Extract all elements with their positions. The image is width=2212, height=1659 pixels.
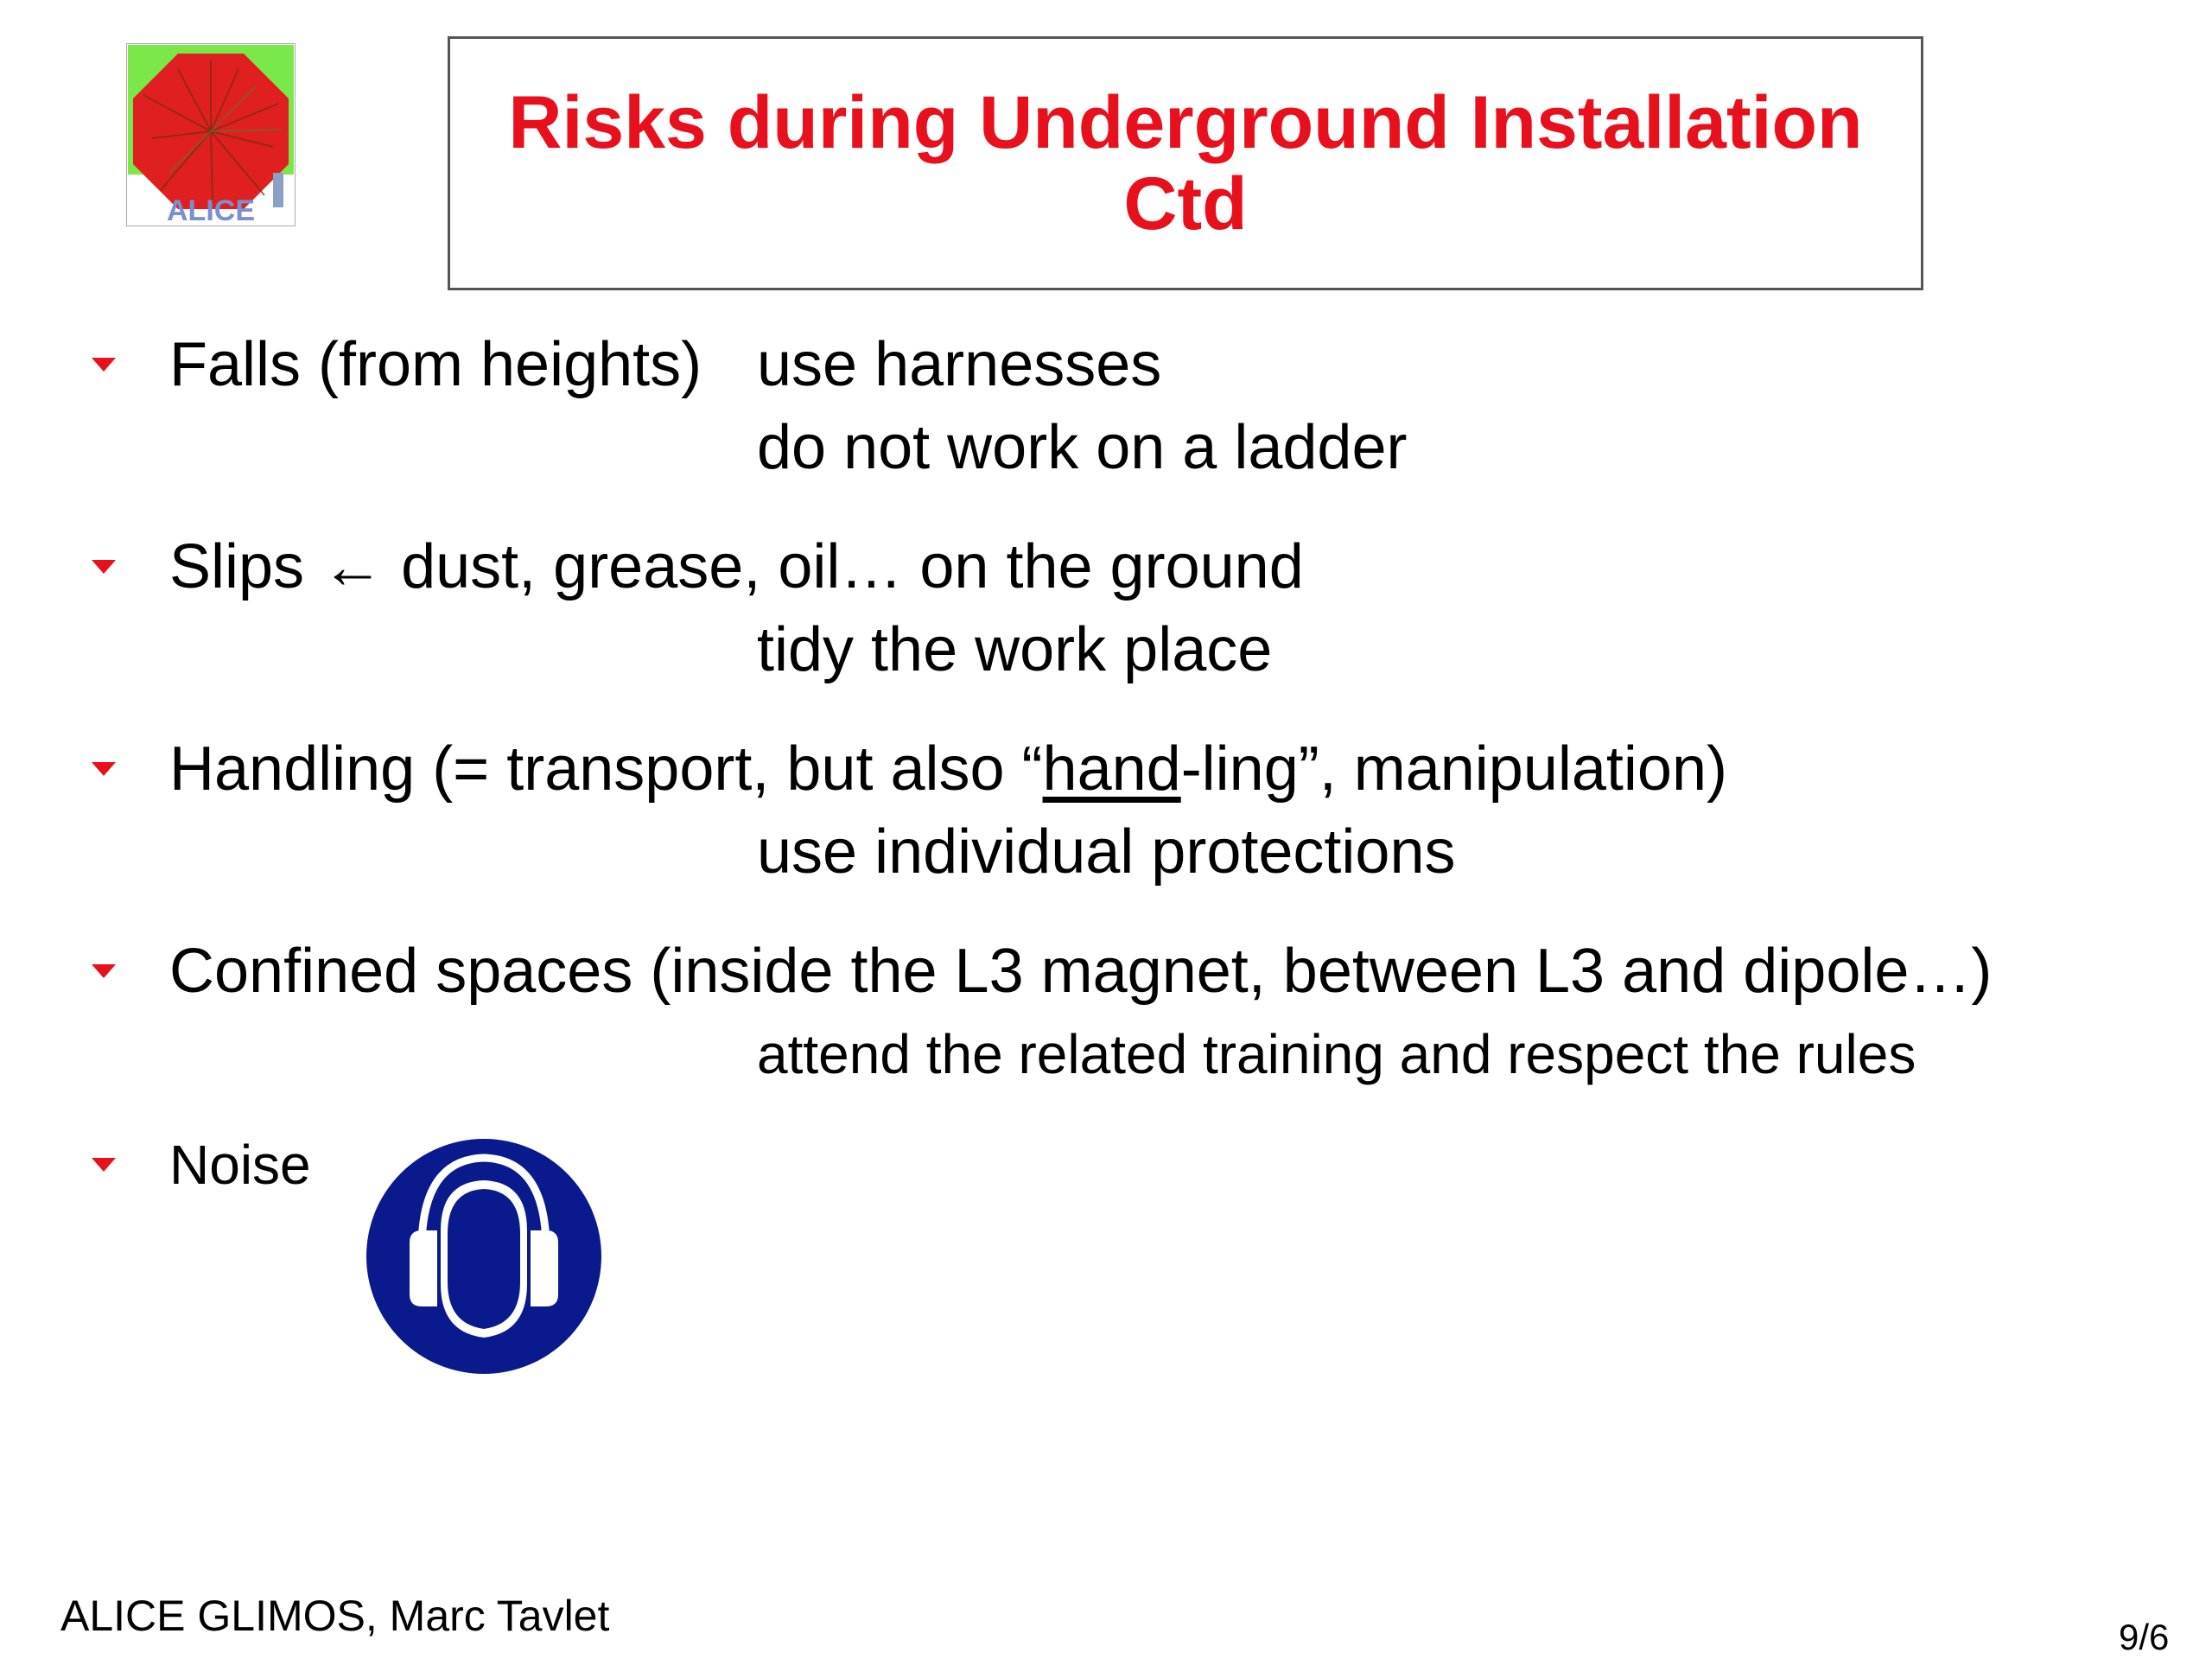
- bullet-confined-spaces: Confined spaces (inside the L3 magnet, between L3 and dipole…): [169, 937, 1993, 1006]
- bullet-handling: [169, 733, 1727, 805]
- bullet-slips: Slips ← dust, grease, oil… on the ground: [169, 532, 1304, 601]
- remedy-protections: use individual protections: [757, 817, 1456, 887]
- slide-title-continued: Ctd: [1123, 162, 1248, 245]
- ear-protection-sign-icon: [365, 1137, 603, 1376]
- bullet-marker-icon: [92, 762, 116, 776]
- bullet-falls: Falls (from heights): [169, 330, 702, 399]
- bullet-marker-icon: [92, 964, 116, 978]
- bullet-marker-icon: [92, 560, 116, 574]
- remedy-training: attend the related training and respect the rules: [757, 1023, 1916, 1085]
- remedy-no-ladder: do not work on a ladder: [757, 413, 1408, 482]
- svg-text:ALICE: ALICE: [167, 194, 255, 226]
- alice-logo: [126, 43, 296, 226]
- bullet-marker-icon: [92, 1158, 116, 1172]
- slide-number: 9/6: [2119, 1617, 2170, 1657]
- handling-underlined: hand: [1042, 734, 1181, 804]
- remedy-tidy: tidy the work place: [757, 615, 1273, 684]
- handling-text-end: -ling”, manipulation): [1180, 734, 1727, 804]
- footer-author: ALICE GLIMOS, Marc Tavlet: [60, 1592, 610, 1640]
- bullet-marker-icon: [92, 358, 116, 372]
- bullet-noise: Noise: [169, 1134, 311, 1196]
- slide-title: Risks during Underground Installation: [508, 81, 1863, 164]
- handling-text-start: Handling (= transport, but also “: [169, 734, 1043, 804]
- remedy-harnesses: use harnesses: [757, 330, 1162, 399]
- title-box: [448, 36, 1923, 290]
